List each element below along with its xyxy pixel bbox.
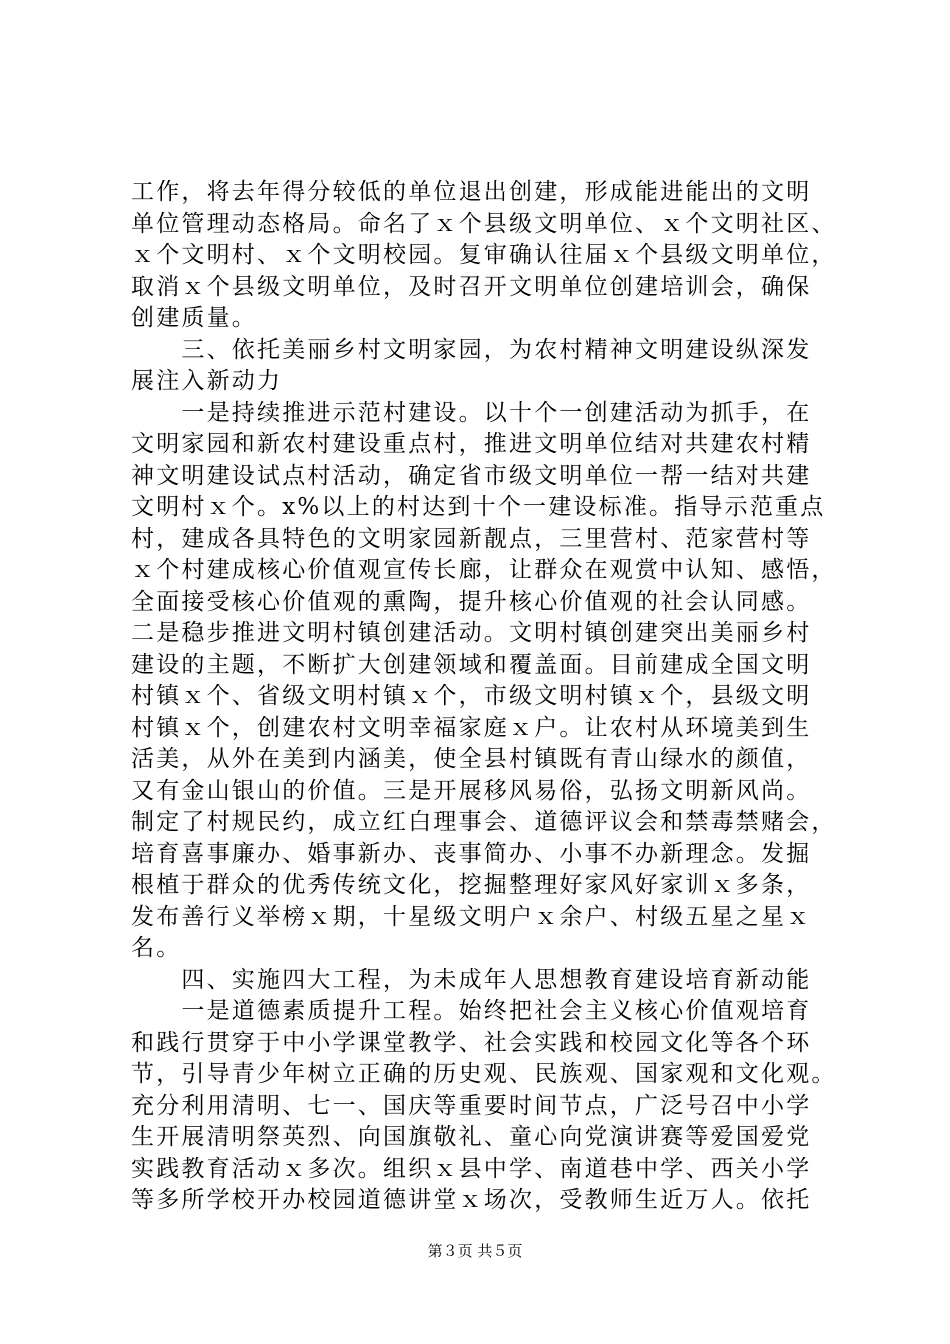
text-line: 实践教育活动ｘ多次。组织ｘ县中学、南道巷中学、西关小学 xyxy=(131,1155,812,1182)
text-line: 和践行贯穿于中小学课堂教学、社会实践和校园文化等各个环 xyxy=(131,1029,812,1056)
body-text xyxy=(131,177,837,1217)
text-line: 村镇ｘ个，创建农村文明幸福家庭ｘ户。让农村从环境美到生 xyxy=(131,714,812,741)
text-line: 创建质量。 xyxy=(131,305,257,331)
text-line: 文明村ｘ个。x%以上的村达到十个一建设标准。指导示范重点 xyxy=(131,494,826,520)
text-line: 充分利用清明、七一、国庆等重要时间节点，广泛号召中小学 xyxy=(131,1092,812,1119)
text-line: 文明家园和新农村建设重点村，推进文明单位结对共建农村精 xyxy=(131,431,812,457)
text-line: 全面接受核心价值观的熏陶，提升核心价值观的社会认同感。 xyxy=(131,588,812,615)
text-line: 村，建成各具特色的文明家园新靓点，三里营村、范家营村等 xyxy=(131,525,812,552)
section-heading: 四、实施四大工程，为未成年人思想教育建设培育新动能 xyxy=(131,966,812,993)
text-line: 一是道德素质提升工程。始终把社会主义核心价值观培育 xyxy=(131,998,812,1024)
text-line: 又有金山银山的价值。三是开展移风易俗，弘扬文明新风尚。 xyxy=(131,777,812,804)
text-line: 名。 xyxy=(131,935,182,961)
text-line: 一是持续推进示范村建设。以十个一创建活动为抓手，在 xyxy=(131,399,812,426)
text-line: 二是稳步推进文明村镇创建活动。文明村镇创建突出美丽乡村 xyxy=(131,620,812,646)
text-line: 根植于群众的优秀传统文化，挖掘整理好家风好家训ｘ多条， xyxy=(131,872,812,898)
text-line: 等多所学校开办校园道德讲堂ｘ场次，受教师生近万人。依托 xyxy=(131,1187,812,1213)
text-line: ｘ个文明村、ｘ个文明校园。复审确认往届ｘ个县级文明单位， xyxy=(131,242,837,268)
text-line: 节，引导青少年树立正确的历史观、民族观、国家观和文化观。 xyxy=(131,1061,837,1087)
text-line: 建设的主题，不断扩大创建领域和覆盖面。目前建成全国文明 xyxy=(131,651,812,678)
section-heading: 展注入新动力 xyxy=(131,368,283,394)
text-line: 制定了村规民约，成立红白理事会、道德评议会和禁毒禁赌会， xyxy=(131,809,837,835)
text-line: 取消ｘ个县级文明单位，及时召开文明单位创建培训会，确保 xyxy=(131,273,812,300)
text-line: 活美，从外在美到内涵美，使全县村镇既有青山绿水的颜值， xyxy=(131,746,812,772)
page-footer: 第３页 共５页 xyxy=(427,1242,523,1260)
text-line: 发布善行义举榜ｘ期，十星级文明户ｘ余户、村级五星之星ｘ xyxy=(131,903,812,930)
text-line: ｘ个村建成核心价值观宣传长廊，让群众在观赏中认知、感悟， xyxy=(131,557,837,583)
section-heading: 三、依托美丽乡村文明家园，为农村精神文明建设纵深发 xyxy=(131,336,812,363)
text-line: 村镇ｘ个、省级文明村镇ｘ个，市级文明村镇ｘ个，县级文明 xyxy=(131,683,812,709)
text-line: 培育喜事廉办、婚事新办、丧事简办、小事不办新理念。发掘 xyxy=(131,840,812,867)
text-line: 神文明建设试点村活动，确定省市级文明单位一帮一结对共建 xyxy=(131,462,812,489)
text-line: 单位管理动态格局。命名了ｘ个县级文明单位、ｘ个文明社区、 xyxy=(131,210,837,237)
text-line: 生开展清明祭英烈、向国旗敬礼、童心向党演讲赛等爱国爱党 xyxy=(131,1124,812,1150)
text-line: 工作，将去年得分较低的单位退出创建，形成能进能出的文明 xyxy=(131,179,812,205)
